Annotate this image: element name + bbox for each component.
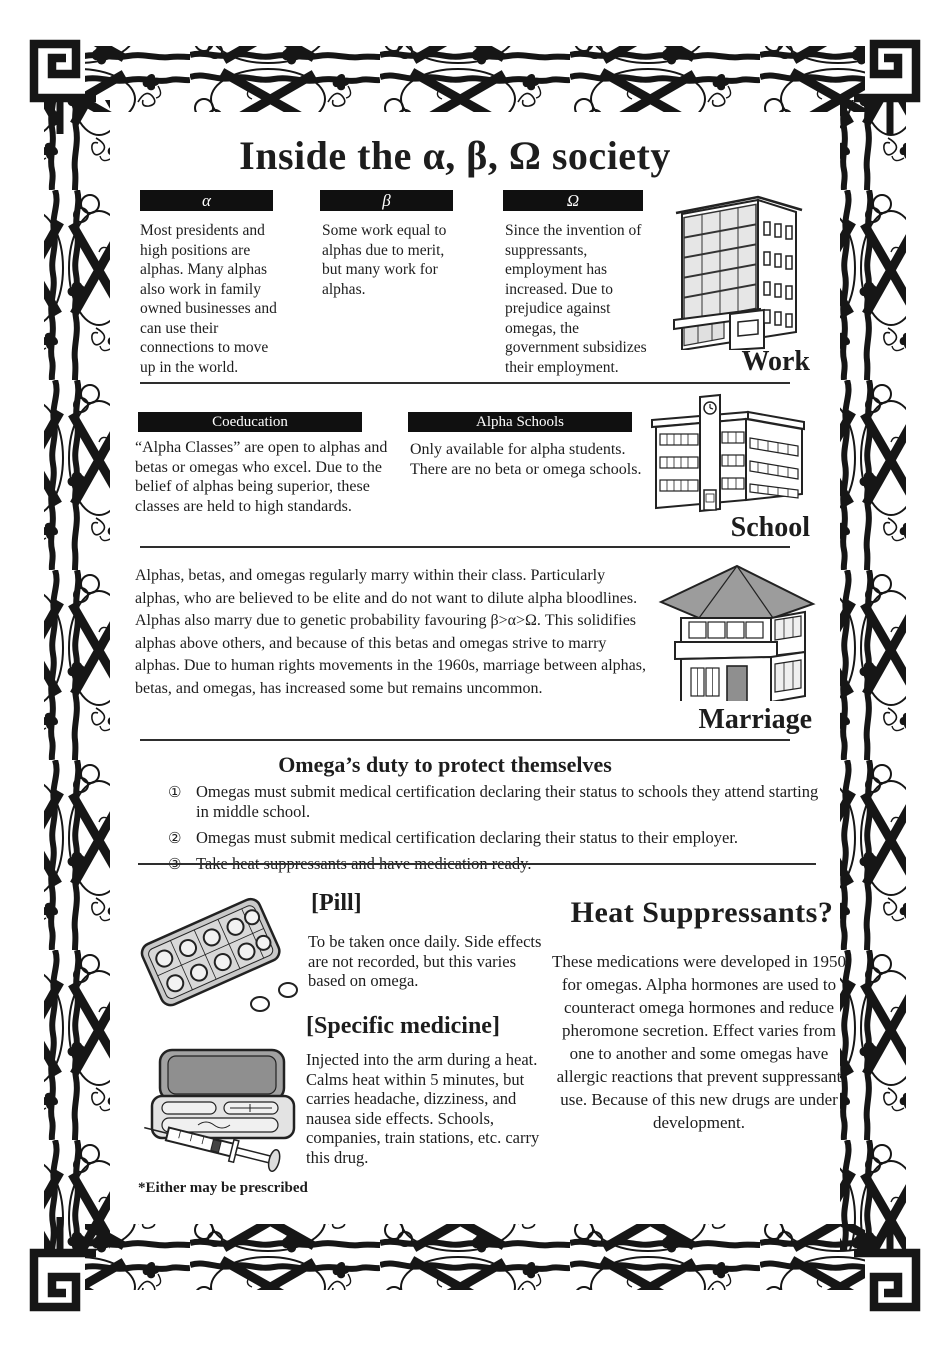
beta-header-bar xyxy=(320,190,453,211)
coeducation-header-label: Coeducation xyxy=(212,414,288,430)
pill-blister-icon xyxy=(138,880,308,1015)
house-icon xyxy=(655,556,817,701)
coeducation-header-bar xyxy=(138,412,362,432)
page-title: Inside the α, β, Ω society xyxy=(239,133,671,178)
alpha-schools-header-bar xyxy=(408,412,632,432)
circled-two-icon: ② xyxy=(168,829,182,847)
alpha-schools-text: Only available for alpha students. There are no beta or omega schools. xyxy=(410,441,642,478)
school-building-icon xyxy=(648,392,808,514)
section-divider xyxy=(140,739,790,741)
coeducation-text: “Alpha Classes” are open to alphas and betas or omegas who excel. Due to the belief of alphas being superior, these classes are held to high standards. xyxy=(135,439,388,515)
duty-list-item xyxy=(168,828,828,848)
section-divider xyxy=(140,382,790,384)
circled-one-icon: ① xyxy=(168,783,182,801)
duty-item-text: Take heat suppressants and have medication ready. xyxy=(196,854,532,873)
duty-item-text: Omegas must submit medical certification declaring their status to their employer. xyxy=(196,828,739,847)
alpha-column-text: Most presidents and high positions are alphas. Many alphas also work in family owned businesses and can use their connections to move up in the world. xyxy=(140,222,277,376)
specific-medicine-text: Injected into the arm during a heat. Calms heat within 5 minutes, but carries headache, dizziness, and nausea side effects. Schools, companies, train stations, etc. carry this drug. xyxy=(306,1050,540,1167)
pill-text: To be taken once daily. Side effects are not recorded, but this varies based on omega. xyxy=(308,932,542,990)
medicine-footnote: *Either may be prescribed xyxy=(138,1180,308,1196)
marriage-label: Marriage xyxy=(698,704,812,735)
duty-heading: Omega’s duty to protect themselves xyxy=(278,752,612,777)
circled-three-icon: ③ xyxy=(168,855,182,873)
pill-heading: [Pill] xyxy=(311,890,362,916)
alpha-header-bar xyxy=(140,190,273,211)
beta-header-label: β xyxy=(382,191,391,210)
marriage-text: Alphas, betas, and omegas regularly marry within their class. Particularly alphas, who are believed to be elite and do not want to dilute alpha bloodlines. Alphas also marry due to genetic probability favouring β>α>Ω. This solidifies alphas above others, and because of this betas and omegas strive to marry alphas. Due to human rights movements in the 1960s, marriage between alphas, betas, and omegas, has increased some but remains uncommon. xyxy=(135,567,646,697)
office-building-icon xyxy=(660,190,810,350)
duty-item-text: Omegas must submit medical certification declaring their status to schools they attend starting in middle school. xyxy=(196,782,819,821)
duty-list-item xyxy=(168,782,828,822)
specific-medicine-heading: [Specific medicine] xyxy=(306,1013,500,1039)
section-divider xyxy=(140,546,790,548)
duty-list xyxy=(168,782,828,880)
heat-suppressants-text: These medications were developed in 1950 for omegas. Alpha hormones are used to counteract omega hormones and reduce pheromone secretion. Effect varies from one to another and some omegas have allergic reactions that prevent suppressant use. Because of this new drugs are under development. xyxy=(551,952,847,1132)
alpha-header-label: α xyxy=(202,191,211,210)
omega-header-label: Ω xyxy=(566,191,580,210)
alpha-schools-header-label: Alpha Schools xyxy=(476,414,564,430)
school-label: School xyxy=(730,512,810,543)
syringe-case-icon xyxy=(138,1044,308,1172)
beta-column-text: Some work equal to alphas due to merit, but many work for alphas. xyxy=(322,222,447,298)
omega-header-bar xyxy=(503,190,643,211)
section-divider xyxy=(138,863,816,865)
heat-suppressants-heading: Heat Suppressants? xyxy=(570,896,834,929)
work-label: Work xyxy=(741,346,810,377)
omega-column-text: Since the invention of suppressants, employment has increased. Due to prejudice against omegas, the government subsidizes their employment. xyxy=(505,222,647,376)
